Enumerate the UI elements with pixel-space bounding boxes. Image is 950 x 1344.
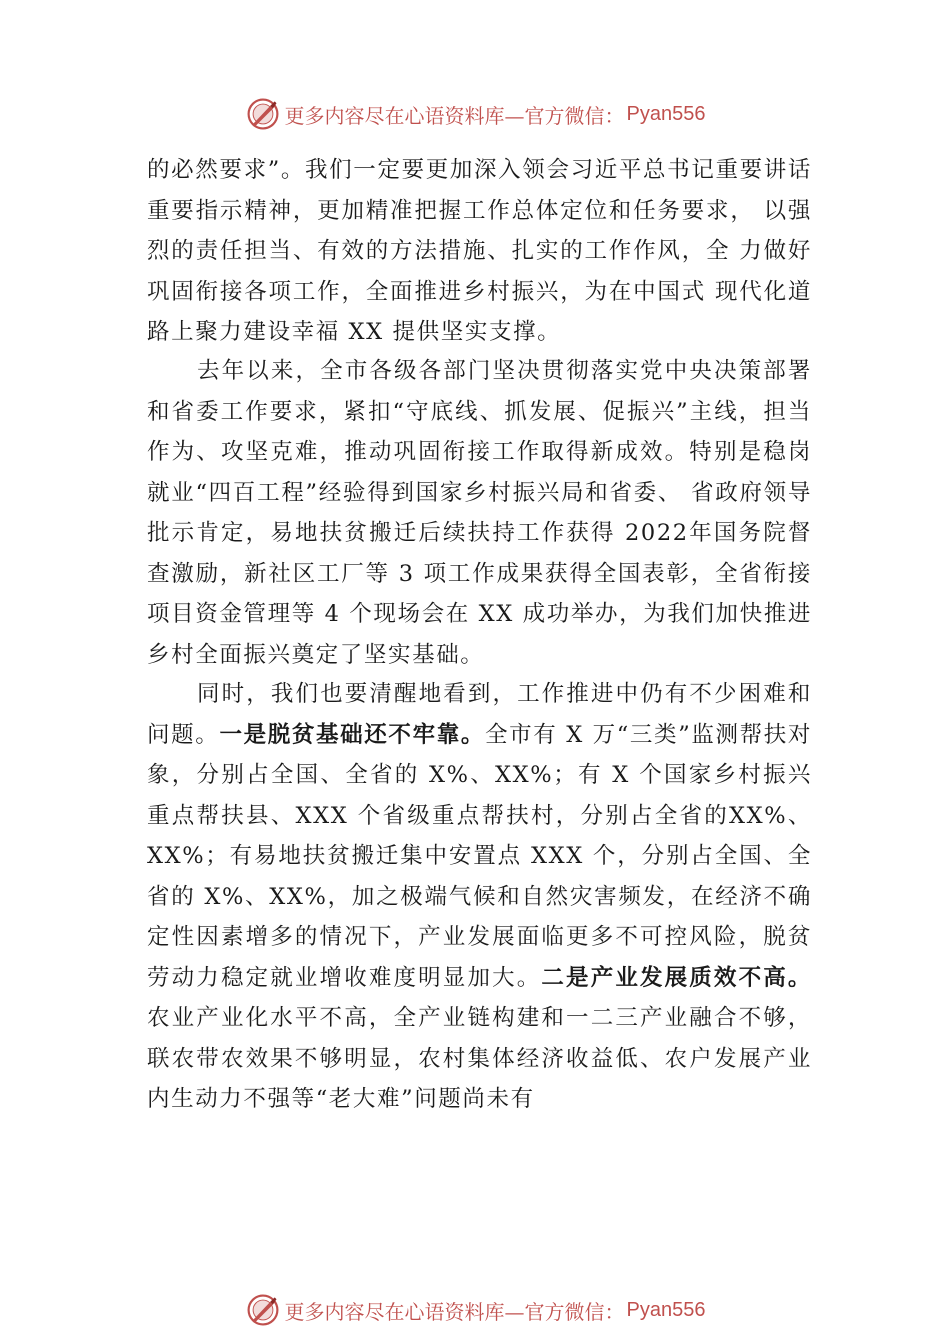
watermark-text: 更多内容尽在心语资料库—官方微信： bbox=[284, 1299, 625, 1324]
point-1-heading: 一是脱贫基础还不牢靠。 bbox=[219, 721, 485, 748]
watermark-id: Pyan556 bbox=[626, 1298, 706, 1321]
watermark-id: Pyan556 bbox=[626, 102, 706, 125]
footer-watermark bbox=[0, 1290, 950, 1330]
point-1-body: 全市有 X 万“三类”监测帮扶对象，分别占全国、全省的 X%、XX%；有 X 个国家乡村振兴重点帮扶县、XXX 个省级重点帮扶村，分别占全省的XX%、XX%；有易地扶贫搬迁集中安置点 XXX 个，分别占全国、全省的 X%、XX%，加之极端气候和自然灾害频发，在经济不确定性因素增多的情况下，产业发展面临更多不可控风险，脱贫劳动力稳定就业增收难度明显加大。 bbox=[147, 721, 812, 991]
point-2-body: 农业产业化水平不高，全产业链构建和一二三产业融合不够，联农带农效果不够明显，农村集体经济收益低、农户发展产业内生动力不强等“老大难”问题尚未有 bbox=[147, 1005, 812, 1112]
paragraph-3 bbox=[147, 674, 812, 1120]
pen-logo-icon bbox=[245, 1292, 281, 1328]
watermark-text: 更多内容尽在心语资料库—官方微信： bbox=[284, 103, 625, 128]
paragraph-3-intro: 同时，我们也要清醒地看到，工作推进中仍有不少困难和问题。 bbox=[147, 681, 812, 748]
paragraph-1: 的必然要求”。我们一定要更加深入领会习近平总书记重要讲话重要指示精神，更加精准把握工作总体定位和任务要求， 以强烈的责任担当、有效的方法措施、扎实的工作作风，全 力做好巩固衔接各项工作，全面推进乡村振兴，为在中国式 现代化道路上聚力建设幸福 XX 提供坚实支撑。 bbox=[147, 157, 812, 345]
paragraph-2: 去年以来，全市各级各部门坚决贯彻落实党中央决策部署和省委工作要求，紧扣“守底线、抓发展、促振兴”主线，担当作为、攻坚克难，推动巩固衔接工作取得新成效。特别是稳岗就业“四百工程”经验得到国家乡村振兴局和省委、 省政府领导批示肯定，易地扶贫搬迁后续扶持工作获得 2022年国务院督查激励，新社区工厂等 3 项工作成果获得全国表彰，全省衔接项目资金管理等 4 个现场会在 XX 成功举办，为我们加快推进乡村全面振兴奠定了坚实基础。 bbox=[147, 358, 812, 668]
point-2-heading: 二是产业发展质效不高。 bbox=[541, 964, 812, 991]
pen-logo-icon bbox=[245, 96, 281, 132]
header-watermark bbox=[0, 94, 950, 134]
